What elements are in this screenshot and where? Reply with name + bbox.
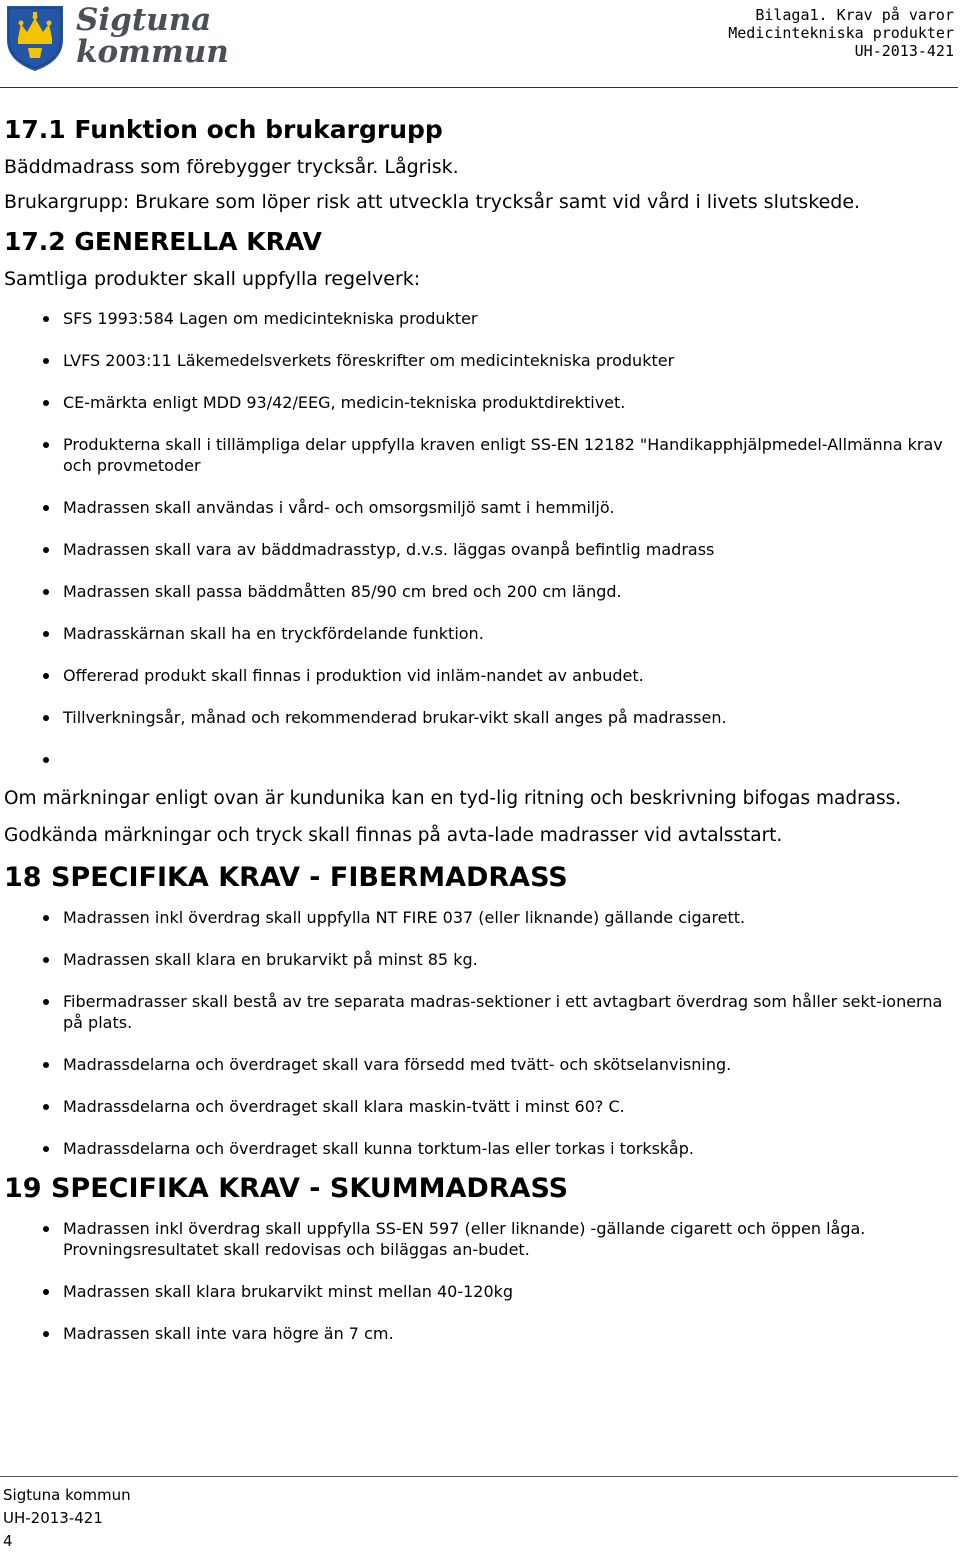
section-heading-18: 18 SPECIFIKA KRAV - FIBERMADRASS — [4, 862, 568, 893]
bullet-icon — [43, 442, 49, 448]
paragraph: Om märkningar enligt ovan är kundunika kan en tyd-lig ritning och beskrivning bifogas madrass. — [4, 788, 902, 809]
bullet-icon — [43, 400, 49, 406]
bullet-icon — [43, 915, 49, 921]
paragraph: Samtliga produkter skall uppfylla regelverk: — [4, 268, 421, 290]
list-item — [0, 1138, 960, 1159]
list-item — [0, 623, 960, 644]
bullet-icon — [43, 1104, 49, 1110]
bullet-icon — [43, 547, 49, 553]
header-document-info — [728, 6, 954, 60]
list-item-text: Madrassen skall klara en brukarvikt på minst 85 kg. — [63, 950, 478, 969]
list-item-text: Madrassdelarna och överdraget skall klara maskin-tvätt i minst 60? C. — [63, 1097, 625, 1116]
paragraph: Brukargrupp: Brukare som löper risk att utveckla trycksår samt vid vård i livets slutskede. — [4, 191, 861, 213]
paragraph: Bäddmadrass som förebygger trycksår. Lågrisk. — [4, 156, 459, 178]
list-item — [0, 539, 960, 560]
list-item-text: Fibermadrasser skall bestå av tre separata madras-sektioner i ett avtagbart överdrag som håller sekt-ionerna på plats. — [63, 992, 943, 1032]
list-item-text: Madrassen skall passa bäddmåtten 85/90 cm bred och 200 cm längd. — [63, 582, 622, 601]
list-item — [0, 350, 960, 371]
bullet-icon — [43, 999, 49, 1005]
list-item-text: Madrasskärnan skall ha en tryckfördelande funktion. — [63, 624, 484, 643]
list-item-text: Madrassen inkl överdrag skall uppfylla SS-EN 597 (eller liknande) -gällande cigarett och öppen låga. Provningsresultatet skall redovisas och biläggas an-budet. — [63, 1219, 866, 1259]
list-item — [0, 1281, 960, 1302]
bullet-icon — [43, 1289, 49, 1295]
header-line: Medicintekniska produkter — [728, 24, 954, 42]
sigtuna-kommun-logo — [4, 2, 229, 72]
list-item — [0, 581, 960, 602]
list-item — [0, 1323, 960, 1344]
list-item — [0, 665, 960, 686]
page-number: 4 — [3, 1532, 13, 1550]
list-item — [0, 434, 960, 476]
list-item-text: Madrassdelarna och överdraget skall kunna torktum-las eller torkas i torkskåp. — [63, 1139, 694, 1158]
list-item-text: SFS 1993:584 Lagen om medicintekniska produkter — [63, 309, 478, 328]
requirements-list-fibermadrass — [0, 907, 960, 1159]
bullet-icon — [43, 715, 49, 721]
page-footer — [0, 1474, 960, 1550]
bullet-icon — [43, 1062, 49, 1068]
section-heading-19: 19 SPECIFIKA KRAV - SKUMMADRASS — [4, 1173, 569, 1204]
list-item — [0, 392, 960, 413]
list-item-text: Madrassen skall klara brukarvikt minst mellan 40-120kg — [63, 1282, 514, 1301]
bullet-icon — [43, 1146, 49, 1152]
sigtuna-crest-icon — [4, 2, 66, 72]
list-item — [0, 308, 960, 329]
section-heading-17-2: 17.2 GENERELLA KRAV — [4, 227, 322, 256]
list-item — [0, 1054, 960, 1075]
list-item-text: Madrassen skall användas i vård- och omsorgsmiljö samt i hemmiljö. — [63, 498, 615, 517]
header-divider — [0, 87, 958, 88]
list-item — [0, 497, 960, 518]
list-item-text: LVFS 2003:11 Läkemedelsverkets föreskrifter om medicintekniska produkter — [63, 351, 675, 370]
footer-reference: UH-2013-421 — [3, 1509, 103, 1527]
list-item-text: Offererad produkt skall finnas i produktion vid inläm-nandet av anbudet. — [63, 666, 644, 685]
footer-divider — [0, 1476, 958, 1477]
bullet-icon — [43, 1226, 49, 1232]
list-item — [0, 1218, 960, 1260]
header-line: UH-2013-421 — [854, 42, 954, 60]
list-item — [0, 907, 960, 928]
bullet-icon — [43, 631, 49, 637]
list-item — [0, 749, 960, 770]
document-body — [0, 110, 960, 1365]
list-item-text: Madrassen skall vara av bäddmadrasstyp, d.v.s. läggas ovanpå befintlig madrass — [63, 540, 715, 559]
list-item-text: CE-märkta enligt MDD 93/42/EEG, medicin-tekniska produktdirektivet. — [63, 393, 626, 412]
list-item-text: Tillverkningsår, månad och rekommenderad brukar-vikt skall anges på madrassen. — [63, 708, 727, 727]
bullet-icon — [43, 757, 49, 763]
list-item — [0, 949, 960, 970]
page-header — [0, 0, 960, 90]
section-heading-17-1: 17.1 Funktion och brukargrupp — [4, 115, 443, 144]
requirements-list-general — [0, 308, 960, 770]
bullet-icon — [43, 589, 49, 595]
list-item — [0, 707, 960, 728]
list-item-text: Madrassen skall inte vara högre än 7 cm. — [63, 1324, 394, 1343]
paragraph: Godkända märkningar och tryck skall finnas på avta-lade madrasser vid avtalsstart. — [4, 825, 783, 846]
bullet-icon — [43, 673, 49, 679]
list-item-text: Madrassen inkl överdrag skall uppfylla NT FIRE 037 (eller liknande) gällande cigarett. — [63, 908, 746, 927]
bullet-icon — [43, 1331, 49, 1337]
header-line: Bilaga1. Krav på varor — [755, 6, 954, 24]
footer-organization: Sigtuna kommun — [3, 1486, 131, 1504]
bullet-icon — [43, 358, 49, 364]
logo-wordmark-line2: kommun — [76, 34, 229, 70]
requirements-list-skummadrass — [0, 1218, 960, 1344]
bullet-icon — [43, 316, 49, 322]
list-item-text: Produkterna skall i tillämpliga delar uppfylla kraven enligt SS-EN 12182 "Handikapphjälpmedel-Allmänna krav och provmetoder — [63, 435, 943, 475]
logo-wordmark-line1: Sigtuna — [76, 2, 212, 38]
bullet-icon — [43, 957, 49, 963]
list-item — [0, 1096, 960, 1117]
list-item-text: Madrassdelarna och överdraget skall vara försedd med tvätt- och skötselanvisning. — [63, 1055, 732, 1074]
list-item — [0, 991, 960, 1033]
bullet-icon — [43, 505, 49, 511]
